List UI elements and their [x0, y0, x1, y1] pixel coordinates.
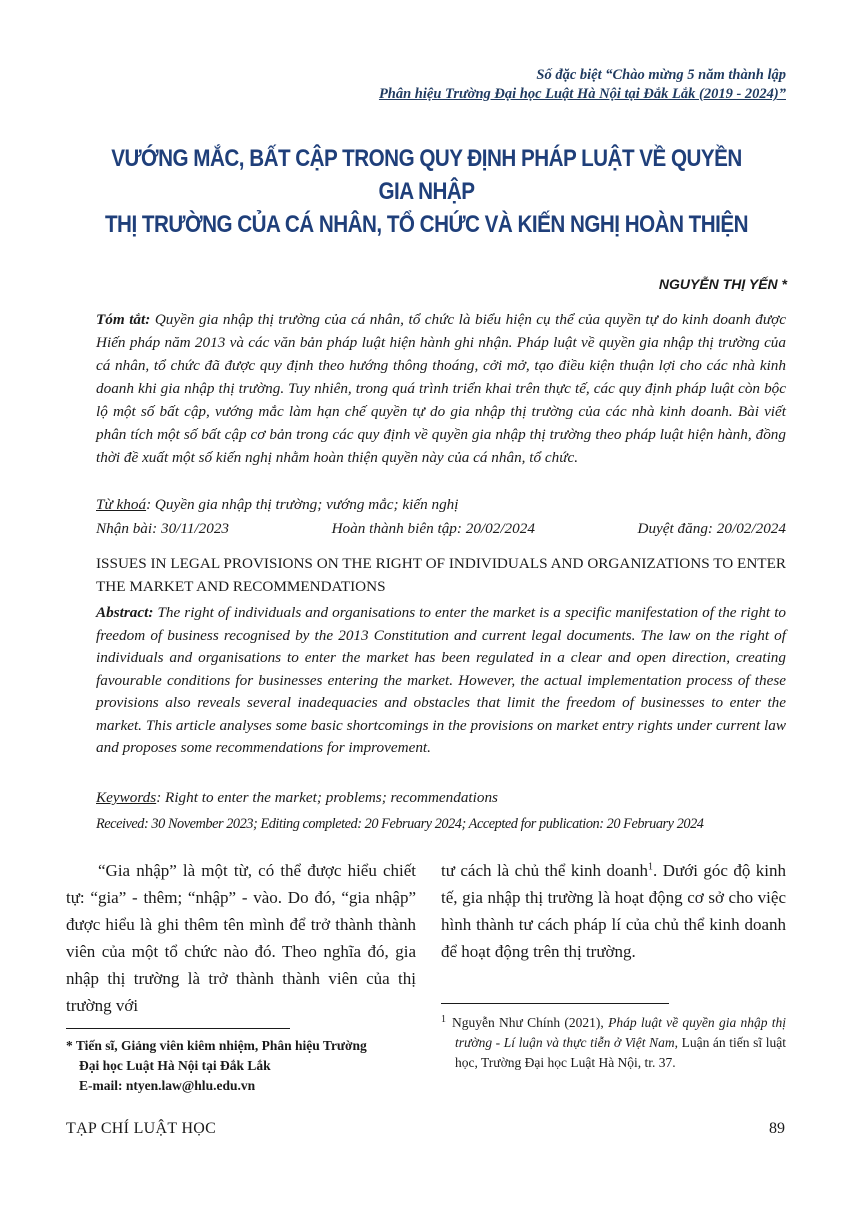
article-title	[94, 142, 759, 241]
abstract-en-label: Abstract:	[96, 604, 154, 621]
footnote-divider-right	[441, 1003, 669, 1004]
issue-header-line1: Số đặc biệt “Chào mừng 5 năm thành lập	[536, 67, 786, 83]
author-name: NGUYỄN THỊ YẾN *	[658, 276, 787, 292]
summary-vi-label: Tóm tắt:	[96, 311, 151, 328]
footnote-1-author: Nguyễn Như Chính (2021),	[452, 1015, 604, 1030]
footnote-ref-1[interactable]: 1	[648, 861, 654, 873]
keywords-vi-label: Từ khoá	[96, 496, 147, 513]
english-title: ISSUES IN LEGAL PROVISIONS ON THE RIGHT OF INDIVIDUALS AND ORGANIZATIONS TO ENTER THE MARKET AND RECOMMENDATIONS	[96, 555, 786, 595]
footnote-1-rest: , Luận án tiến sĩ luật học, Trường Đại học Luật Hà Nội, tr. 37.	[455, 1035, 786, 1070]
body-column-right	[441, 857, 786, 965]
summary-vi	[96, 308, 786, 469]
footnote-1-title: Pháp luật về quyền gia nhập thị trường - Lí luận và thực tiễn ở Việt Nam	[455, 1015, 787, 1050]
keywords-vi-text: : Quyền gia nhập thị trường; vướng mắc; kiến nghị	[146, 496, 459, 513]
keywords-en	[96, 787, 786, 810]
footnote-1	[441, 1013, 786, 1073]
author-footnote-line2: Đại học Luật Hà Nội tại Đắk Lắk	[79, 1058, 271, 1073]
keywords-vi	[96, 493, 786, 516]
title-line2: THỊ TRƯỜNG CỦA CÁ NHÂN, TỔ CHỨC VÀ KIẾN NGHỊ HOÀN THIỆN	[104, 211, 749, 238]
journal-name: TẠP CHÍ LUẬT HỌC	[66, 1120, 217, 1137]
body-col2-part2: . Dưới góc độ kinh tế, gia nhập thị trường là hoạt động cơ sở cho việc hình thành tư cách pháp lí của chủ thể kinh doanh để hoạt động trên thị trường.	[441, 861, 786, 961]
keywords-en-label: Keywords	[96, 789, 157, 806]
issue-header	[200, 66, 786, 104]
title-line1: VƯỚNG MẮC, BẤT CẬP TRONG QUY ĐỊNH PHÁP LUẬT VỀ QUYỀN GIA NHẬP	[111, 145, 742, 205]
summary-vi-text: Quyền gia nhập thị trường của cá nhân, tổ chức là biểu hiện cụ thể của quyền tự do kinh doanh được Hiến pháp năm 2013 và các văn bản pháp luật hiện hành ghi nhận. Pháp luật về quyền gia nhập thị trường của cá nhân, tổ chức đã được quy định theo hướng thông thoáng, cởi mở, tạo điều kiện thuận lợi cho các nhà kinh doanh khi gia nhập thị trường. Tuy nhiên, trong quá trình triển khai trên thực tế, các quy định pháp luật còn bộc lộ một số bất cập, vướng mắc làm hạn chế quyền tự do gia nhập thị trường của các nhà kinh doanh. Bài viết phân tích một số bất cập cơ bản trong các quy định về quyền gia nhập thị trường theo pháp luật hiện hành, đồng thời đề xuất một số kiến nghị nhằm hoàn thiện quyền này của cá nhân, tổ chức.	[96, 311, 786, 466]
footnote-divider-left	[66, 1028, 290, 1029]
date-received-vi: Nhận bài: 30/11/2023	[96, 520, 230, 537]
author-footnote	[66, 1036, 416, 1096]
author-email[interactable]: E-mail: ntyen.law@hlu.edu.vn	[79, 1078, 256, 1093]
date-accepted-vi: Duyệt đăng: 20/02/2024	[637, 520, 786, 537]
received-en: Received: 30 November 2023; Editing completed: 20 February 2024; Accepted for publication: 20 February 2024	[96, 816, 704, 832]
keywords-en-text: : Right to enter the market; problems; recommendations	[156, 789, 498, 806]
date-edited-vi: Hoàn thành biên tập: 20/02/2024	[331, 520, 535, 537]
body-column-left: “Gia nhập” là một từ, có thể được hiểu chiết tự: “gia” - thêm; “nhập” - vào. Do đó, “gia nhập” được hiểu là ghi thêm tên mình để trở thành thành viên của một tổ chức nào đó. Theo nghĩa đó, gia nhập thị trường là trở thành thành viên của thị trường với	[66, 861, 416, 1015]
page-number: 89	[769, 1120, 785, 1137]
issue-header-line2: Phân hiệu Trường Đại học Luật Hà Nội tại Đắk Lắk (2019 - 2024)”	[378, 86, 786, 102]
dates-vi	[96, 520, 786, 538]
abstract-en-text: The right of individuals and organisations to enter the market is a specific manifestation of the right to freedom of business recognised by the 2013 Constitution and current legal documents. The law on the right of individuals and organisations to enter the market has been regulated in a clear and open direction, creating favourable conditions for businesses entering the market. However, the actual implementation process of these provisions also reveals several inadequacies and obstacles that limit the freedom of businesses to enter the market. This article analyses some basic shortcomings in the provisions on market entry rights under current law and proposes some recommendations for improvement.	[96, 604, 787, 756]
body-col2-part1: tư cách là chủ thể kinh doanh	[441, 861, 649, 880]
author-footnote-line1: * Tiến sĩ, Giảng viên kiêm nhiệm, Phân hiệu Trường	[66, 1038, 367, 1053]
footnote-1-number: 1	[441, 1013, 446, 1025]
abstract-en	[96, 602, 786, 760]
